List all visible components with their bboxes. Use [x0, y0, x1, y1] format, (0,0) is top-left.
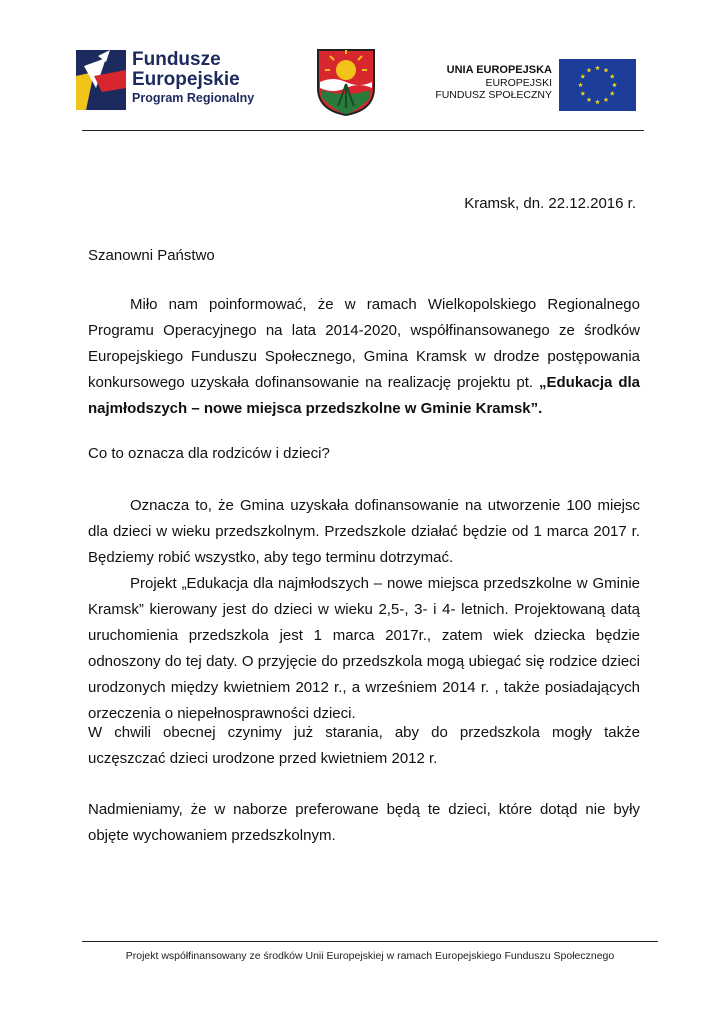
- paragraph-answer: Oznacza to, że Gmina uzyskała dofinansowanie na utworzenie 100 miejsc dla dzieci w wieku przedszkolnym. Przedszkole działać będzie od 1 marca 2017 r. Będziemy robić wszystko, aby tego terminu dotrzymać.: [88, 497, 640, 566]
- eu-flag-icon: [559, 59, 636, 111]
- question-heading: Co to oznacza dla rodziców i dzieci?: [88, 445, 330, 462]
- project-title: „Edukacja dla najmłodszych – nowe miejsca przedszkolne w Gminie Kramsk”.: [88, 374, 640, 417]
- fe-title-line1: Fundusze: [132, 49, 221, 70]
- eu-line2: EUROPEJSKI: [485, 76, 552, 89]
- paragraph-intro-text: Miło nam poinformować, że w ramach Wielkopolskiego Regionalnego Programu Operacyjnego na lata 2014-2020, współfinansowanego ze środków Europejskiego Funduszu Społecznego, Gmina Kramsk w drodze postępowania konkursowego uzyskała dofinansowanie na realizację projektu pt.: [88, 296, 640, 391]
- paragraph-preference: Nadmieniamy, że w naborze preferowane będą te dzieci, które dotąd nie były objęte wychowaniem przedszkolnym.: [88, 801, 640, 844]
- fundusze-europejskie-logo: [76, 48, 271, 110]
- fe-title-line2: Europejskie: [132, 69, 240, 90]
- letter-date: Kramsk, dn. 22.12.2016 r.: [464, 195, 636, 212]
- footer-divider: [82, 941, 658, 942]
- paragraph-intro: [88, 292, 640, 422]
- paragraph-project: Projekt „Edukacja dla najmłodszych – nowe miejsca przedszkolne w Gminie Kramsk” kierowany jest do dzieci w wieku 2,5-, 3- i 4- letnich. Projektowaną datą uruchomienia przedszkola jest 1 marca 2017r., zatem wiek dziecka będzie odnoszony do tej daty. O przyjęcie do przedszkola mogą ubiegać się rodzice dzieci urodzonych między kwietniem 2012 r., a wrześniem 2014 r. , także posiadających orzeczenia o niepełnosprawności dzieci.: [88, 575, 640, 722]
- letterhead: [0, 0, 725, 135]
- salutation: Szanowni Państwo: [88, 247, 215, 264]
- fe-star-icon: [76, 48, 126, 110]
- fe-subtitle: Program Regionalny: [132, 91, 255, 105]
- eu-line3: FUNDUSZ SPOŁECZNY: [435, 88, 552, 101]
- header-divider: [82, 130, 644, 131]
- paragraph-efforts: W chwili obecnej czynimy już starania, aby do przedszkola mogły także uczęszczać dzieci urodzone przed kwietniem 2012 r.: [88, 724, 640, 767]
- eu-efs-label: [430, 64, 552, 101]
- kramsk-coat-of-arms-icon: [316, 48, 376, 116]
- eu-title: UNIA EUROPEJSKA: [446, 64, 552, 76]
- footer-text: Projekt współfinansowany ze środków Unii Europejskiej w ramach Europejskiego Funduszu Społecznego: [125, 950, 615, 962]
